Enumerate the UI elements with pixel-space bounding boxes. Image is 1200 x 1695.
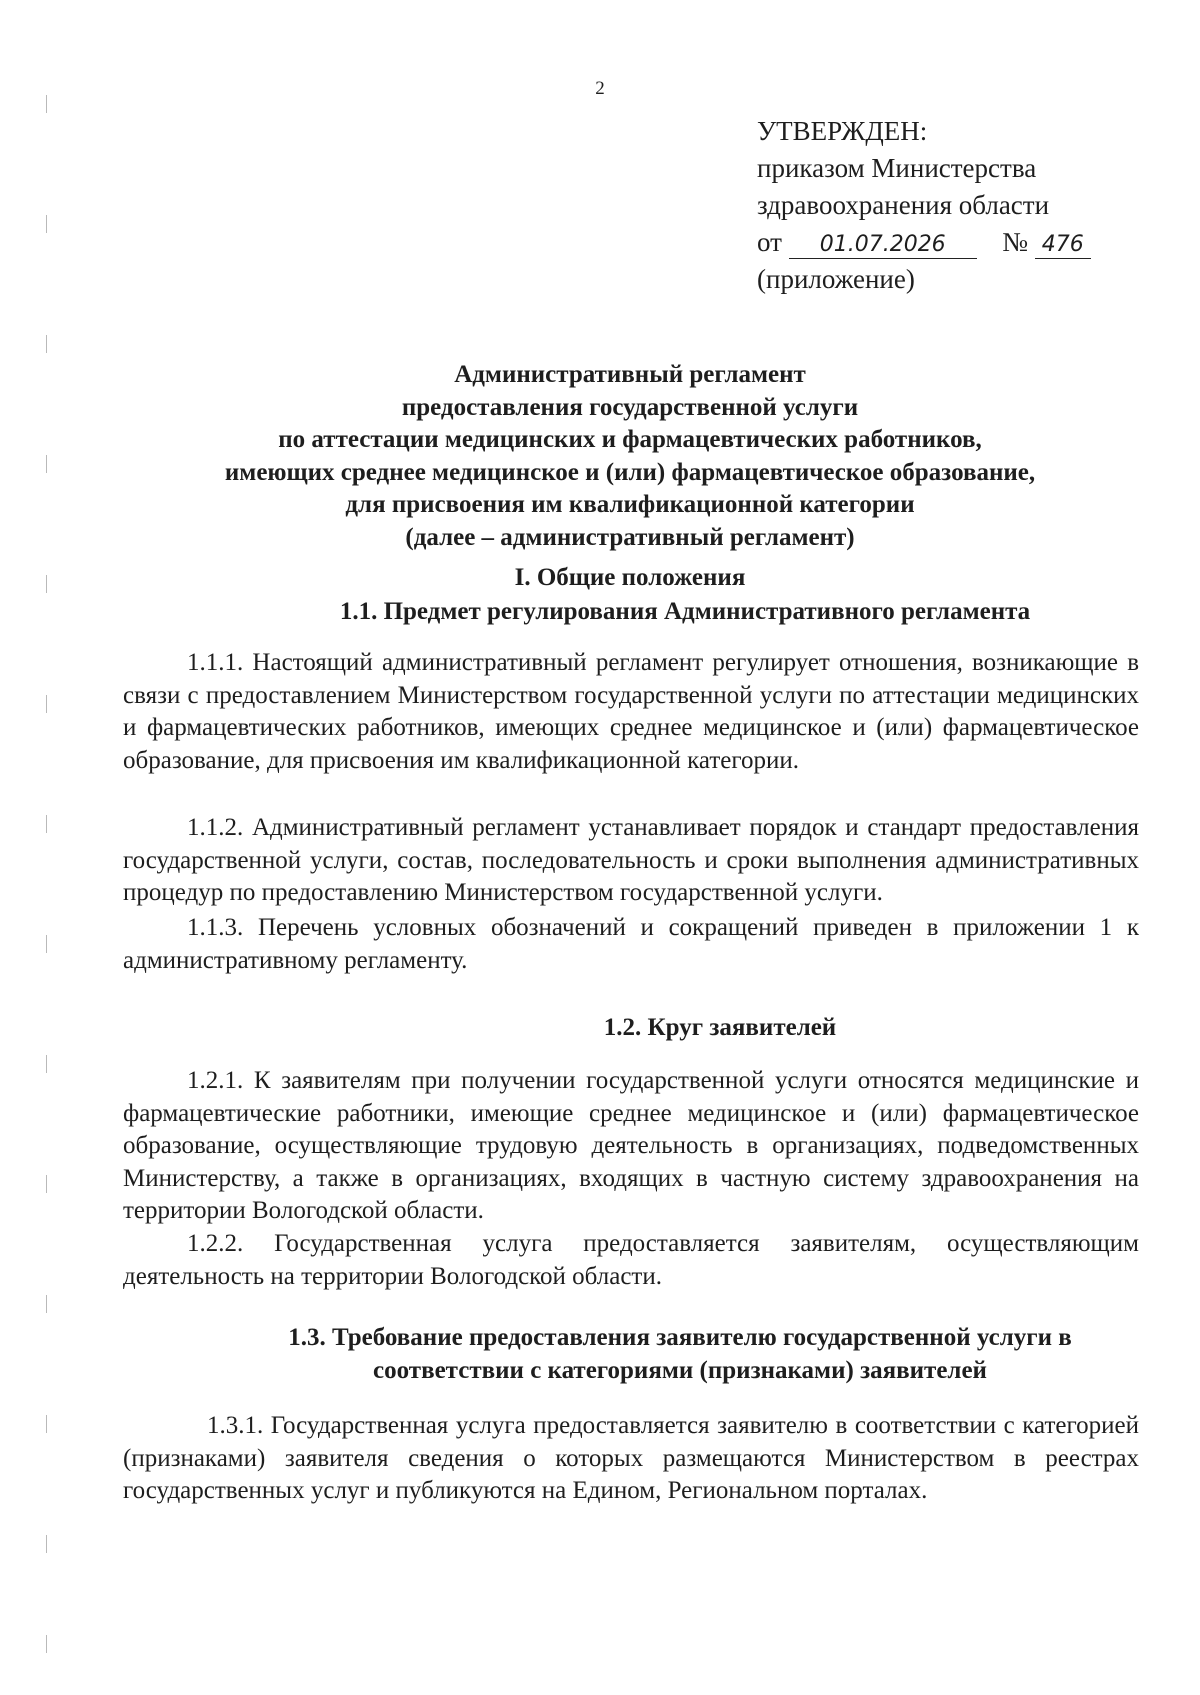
subsection-heading-1-2: 1.2. Круг заявителей <box>603 1014 837 1041</box>
heading-line: 1.3. Требование предоставления заявителю государственной услуги в <box>288 1324 1072 1351</box>
paragraph-1-1-1: 1.1.1. Настоящий административный регламент регулирует отношения, возникающие в связи с предоставлением Министерством государственной услуги по аттестации медицинских и фармацевтических работников, имеющих среднее медицинское и (или) фармацевтическое образование, для присвоения им квалификационной категории. <box>123 649 1139 774</box>
approval-line-approved: УТВЕРЖДЕН: <box>757 116 928 146</box>
page-number: 2 <box>595 78 605 99</box>
date-prefix: от <box>757 227 782 257</box>
paragraph-1-3-1: 1.3.1. Государственная услуга предоставляется заявителю в соответствии с категорией (признаками) заявителя сведения о которых размещаются Министерством в реестрах государственных услуг и публикуются на Едином, Региональном порталах. <box>123 1412 1139 1504</box>
approval-line-ministry: здравоохранения области <box>757 190 1050 220</box>
handwritten-date: 01.07.2026 <box>789 232 977 259</box>
handwritten-number: 476 <box>1035 232 1091 259</box>
title-line: для присвоения им квалификационной категории <box>345 491 915 518</box>
title-line: по аттестации медицинских и фармацевтических работников, <box>278 426 982 453</box>
paragraph-1-2-1: 1.2.1. К заявителям при получении государственной услуги относятся медицинские и фармацевтические работники, имеющие среднее медицинское и (или) фармацевтическое образование, осуществляющие трудовую деятельность в организациях, подведомственных Министерству, а также в организациях, входящих в частную систему здравоохранения на территории Вологодской области. <box>123 1067 1139 1224</box>
approval-line-order: приказом Министерства <box>757 153 1037 183</box>
paragraph-1-1-3: 1.1.3. Перечень условных обозначений и сокращений приведен в приложении 1 к административному регламенту. <box>123 914 1139 974</box>
approval-stamp-block <box>757 113 1091 298</box>
heading-line: соответствии с категориями (признаками) заявителей <box>373 1357 987 1384</box>
document-title <box>130 359 1130 554</box>
title-line: Административный регламент <box>454 361 806 388</box>
section-heading-general: I. Общие положения <box>514 564 746 591</box>
approval-line-appendix: (приложение) <box>757 264 915 294</box>
paragraph-1-2-2: 1.2.2. Государственная услуга предоставляется заявителям, осуществляющим деятельность на территории Вологодской области. <box>123 1230 1139 1290</box>
title-line: (далее – административный регламент) <box>405 523 855 551</box>
subsection-heading-1-1: 1.1. Предмет регулирования Административного регламента <box>339 598 1031 625</box>
subsection-heading-1-3 <box>150 1321 1150 1387</box>
scan-margin-marks <box>46 95 48 1655</box>
title-line: имеющих среднее медицинское и (или) фармацевтическое образование, <box>224 458 1036 486</box>
title-line: предоставления государственной услуги <box>401 393 859 421</box>
approval-date-row <box>757 224 1091 261</box>
paragraph-1-1-2: 1.1.2. Административный регламент устанавливает порядок и стандарт предоставления государственной услуги, состав, последовательность и сроки выполнения административных процедур по предоставлению Министерством государственной услуги. <box>123 814 1139 906</box>
number-sign: № <box>1002 227 1028 257</box>
